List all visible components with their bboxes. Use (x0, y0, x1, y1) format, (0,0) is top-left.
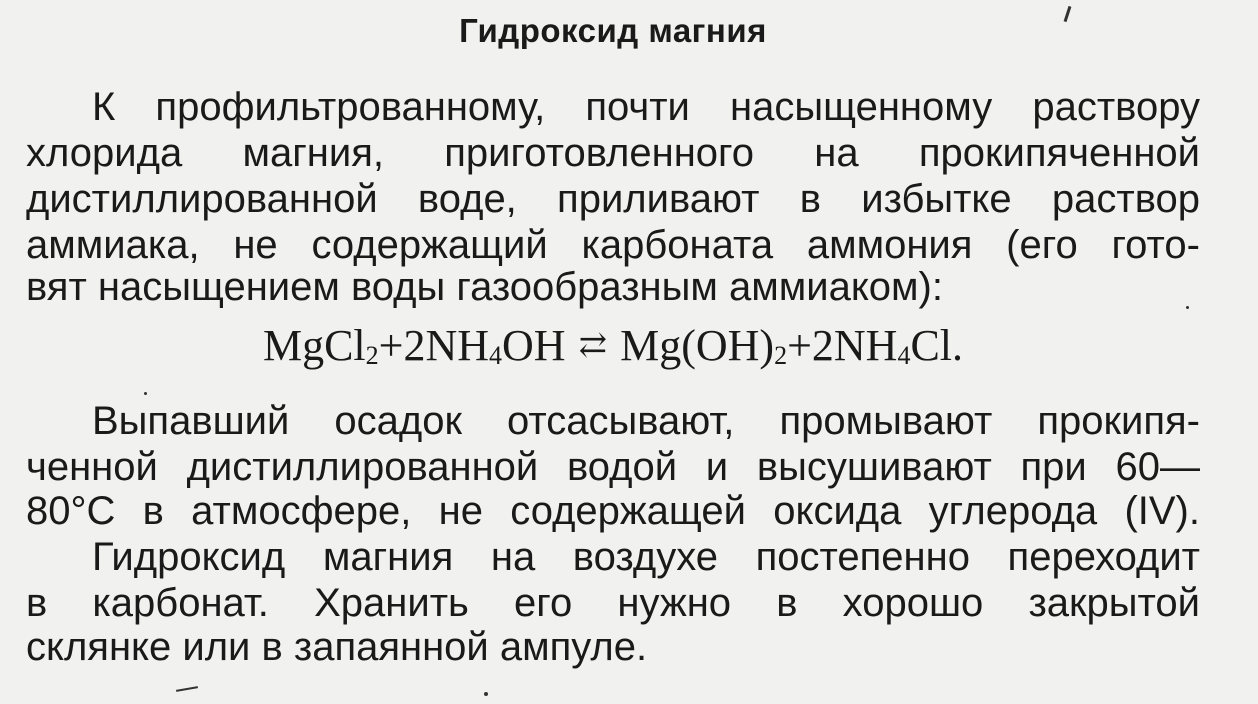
paragraph-1-line-5: вят насыщением воды газообразным аммиаком): (26, 265, 943, 309)
paragraph-3-line-3: склянке или в запаянной ампуле. (26, 625, 648, 669)
paragraph-1-line-4: аммиака, не содержащий карбоната аммония (его гото- (26, 223, 1200, 267)
scan-speck (1186, 306, 1189, 309)
equation-part: Mg(OH) (620, 321, 775, 370)
paragraph-2-line-3: 80°C в атмосфере, не содержащей оксида углерода (IV). (26, 489, 1200, 533)
chemical-equation (0, 320, 1242, 382)
paragraph-1-line-3: дистиллированной воде, приливают в избытке раствор (26, 177, 1200, 221)
equation-subscript: 4 (897, 341, 911, 370)
equation-part: Cl. (910, 321, 964, 370)
scan-mark (176, 686, 198, 692)
equation-subscript: 2 (774, 341, 788, 370)
equation-part: +2NH (787, 321, 898, 370)
equation-part: MgCl (262, 321, 366, 370)
section-title: Гидроксид магния (459, 12, 767, 49)
equation-part: +2NH (378, 321, 490, 370)
scan-speck (484, 692, 488, 696)
equation-subscript: 2 (365, 341, 379, 370)
paragraph-2-line-2: ченной дистиллированной водой и высушивают при 60— (26, 445, 1200, 489)
equilibrium-arrow: ⇄ (578, 327, 608, 364)
paragraph-1-line-1: К профильтрованному, почти насыщенному раствору (92, 85, 1200, 129)
scan-speck (144, 392, 147, 395)
equation-subscript: 4 (489, 341, 503, 370)
paragraph-1-line-2: хлорида магния, приготовленного на прокипяченной (26, 131, 1200, 175)
paragraph-3-line-2: в карбонат. Хранить его нужно в хорошо закрытой (26, 581, 1200, 625)
paragraph-3-line-1: Гидроксид магния на воздухе постепенно переходит (92, 535, 1200, 579)
paragraph-2-line-1: Выпавший осадок отсасывают, промывают прокипя- (92, 399, 1200, 443)
equation-part: OH (502, 321, 566, 370)
